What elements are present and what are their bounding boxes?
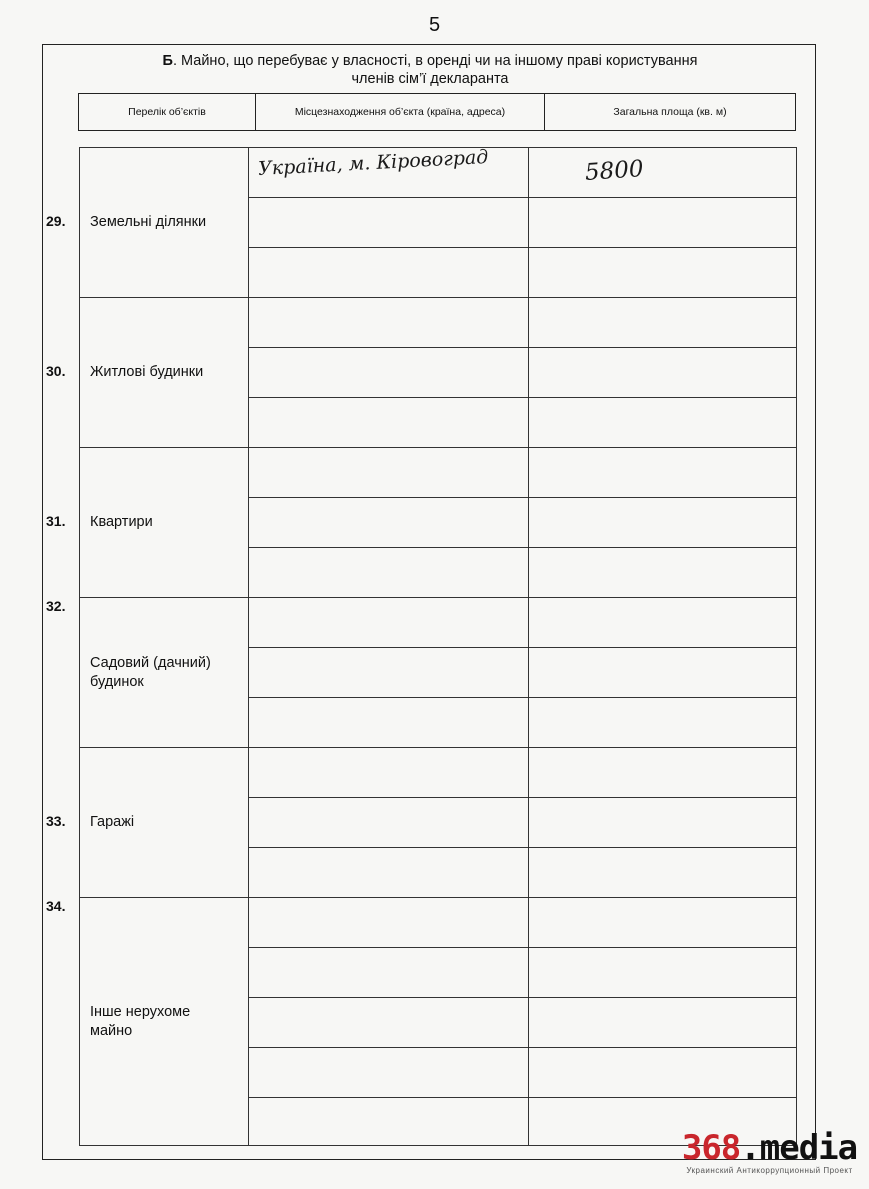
area-cell[interactable] (529, 248, 797, 298)
watermark-logo (672, 1130, 867, 1166)
category-garden-house (46, 598, 249, 748)
location-cell[interactable] (249, 948, 529, 998)
location-cell[interactable] (249, 648, 529, 698)
area-cell[interactable] (529, 398, 797, 448)
area-cell[interactable] (529, 498, 797, 548)
area-cell[interactable] (529, 948, 797, 998)
area-cell[interactable] (529, 898, 797, 948)
category-name: Гаражі (90, 814, 135, 830)
category-name: Житлові будинки (90, 364, 204, 380)
location-cell[interactable] (249, 348, 529, 398)
area-cell[interactable] (529, 698, 797, 748)
category-other-real-estate (46, 898, 249, 1146)
area-cell[interactable] (529, 1048, 797, 1098)
page-number: 5 (428, 14, 441, 36)
property-table (46, 147, 797, 1146)
area-cell[interactable] (529, 298, 797, 348)
table-row (80, 898, 797, 948)
watermark (672, 1130, 867, 1188)
location-cell[interactable] (249, 898, 529, 948)
watermark-subtitle: Украинский Антикоррупционный Проект (686, 1166, 853, 1175)
location-cell[interactable] (249, 598, 529, 648)
location-cell[interactable] (249, 448, 529, 498)
watermark-logo-number: 368 (681, 1128, 741, 1168)
area-cell[interactable] (529, 198, 797, 248)
category-apartments (46, 448, 249, 598)
location-cell[interactable] (249, 298, 529, 348)
section-title (60, 52, 800, 88)
area-cell[interactable] (529, 148, 797, 198)
category-land (46, 148, 249, 298)
section-title-line1: . Майно, що перебуває у власності, в оренді чи на іншому праві користування (172, 53, 698, 69)
category-number: 31. (46, 513, 66, 529)
area-cell[interactable] (529, 848, 797, 898)
location-cell[interactable] (249, 198, 529, 248)
section-letter: Б (162, 53, 173, 69)
area-cell[interactable] (529, 348, 797, 398)
category-houses (46, 298, 249, 448)
location-cell[interactable] (249, 548, 529, 598)
category-number: 32. (46, 598, 66, 614)
location-cell[interactable] (249, 1048, 529, 1098)
handwritten-address: Україна, м. Кіровоград (257, 145, 489, 181)
category-name: Інше нерухоме майно (90, 1003, 191, 1039)
location-cell[interactable] (249, 748, 529, 798)
area-cell[interactable] (529, 598, 797, 648)
table-row (80, 298, 797, 348)
table-row (80, 598, 797, 648)
category-number: 30. (46, 363, 66, 379)
area-cell[interactable] (529, 648, 797, 698)
header-table (78, 93, 796, 131)
category-number: 34. (46, 898, 66, 914)
location-cell[interactable] (249, 798, 529, 848)
area-cell[interactable] (529, 448, 797, 498)
location-cell[interactable] (249, 848, 529, 898)
table-row (80, 748, 797, 798)
handwritten-area: 5800 (584, 155, 645, 187)
category-number: 29. (46, 213, 66, 229)
header-area: Загальна площа (кв. м) (545, 94, 796, 131)
area-cell[interactable] (529, 548, 797, 598)
location-cell[interactable] (249, 398, 529, 448)
watermark-logo-dot: . (740, 1128, 760, 1168)
category-name: Квартири (90, 514, 153, 530)
location-cell[interactable] (249, 248, 529, 298)
area-cell[interactable] (529, 798, 797, 848)
header-objects: Перелік об’єктів (79, 94, 256, 131)
header-location: Місцезнаходження об’єкта (країна, адреса) (256, 94, 545, 131)
category-name: Земельні ділянки (90, 214, 207, 230)
location-cell[interactable] (249, 998, 529, 1048)
section-title-line2: членів сім’ї декларанта (351, 71, 509, 87)
area-cell[interactable] (529, 748, 797, 798)
location-cell[interactable] (249, 698, 529, 748)
table-row (80, 448, 797, 498)
location-cell[interactable] (249, 1098, 529, 1146)
category-number: 33. (46, 813, 66, 829)
location-cell[interactable] (249, 498, 529, 548)
category-garages (46, 748, 249, 898)
category-name: Садовий (дачний) будинок (90, 654, 211, 690)
watermark-logo-media: media (759, 1128, 858, 1168)
area-cell[interactable] (529, 998, 797, 1048)
